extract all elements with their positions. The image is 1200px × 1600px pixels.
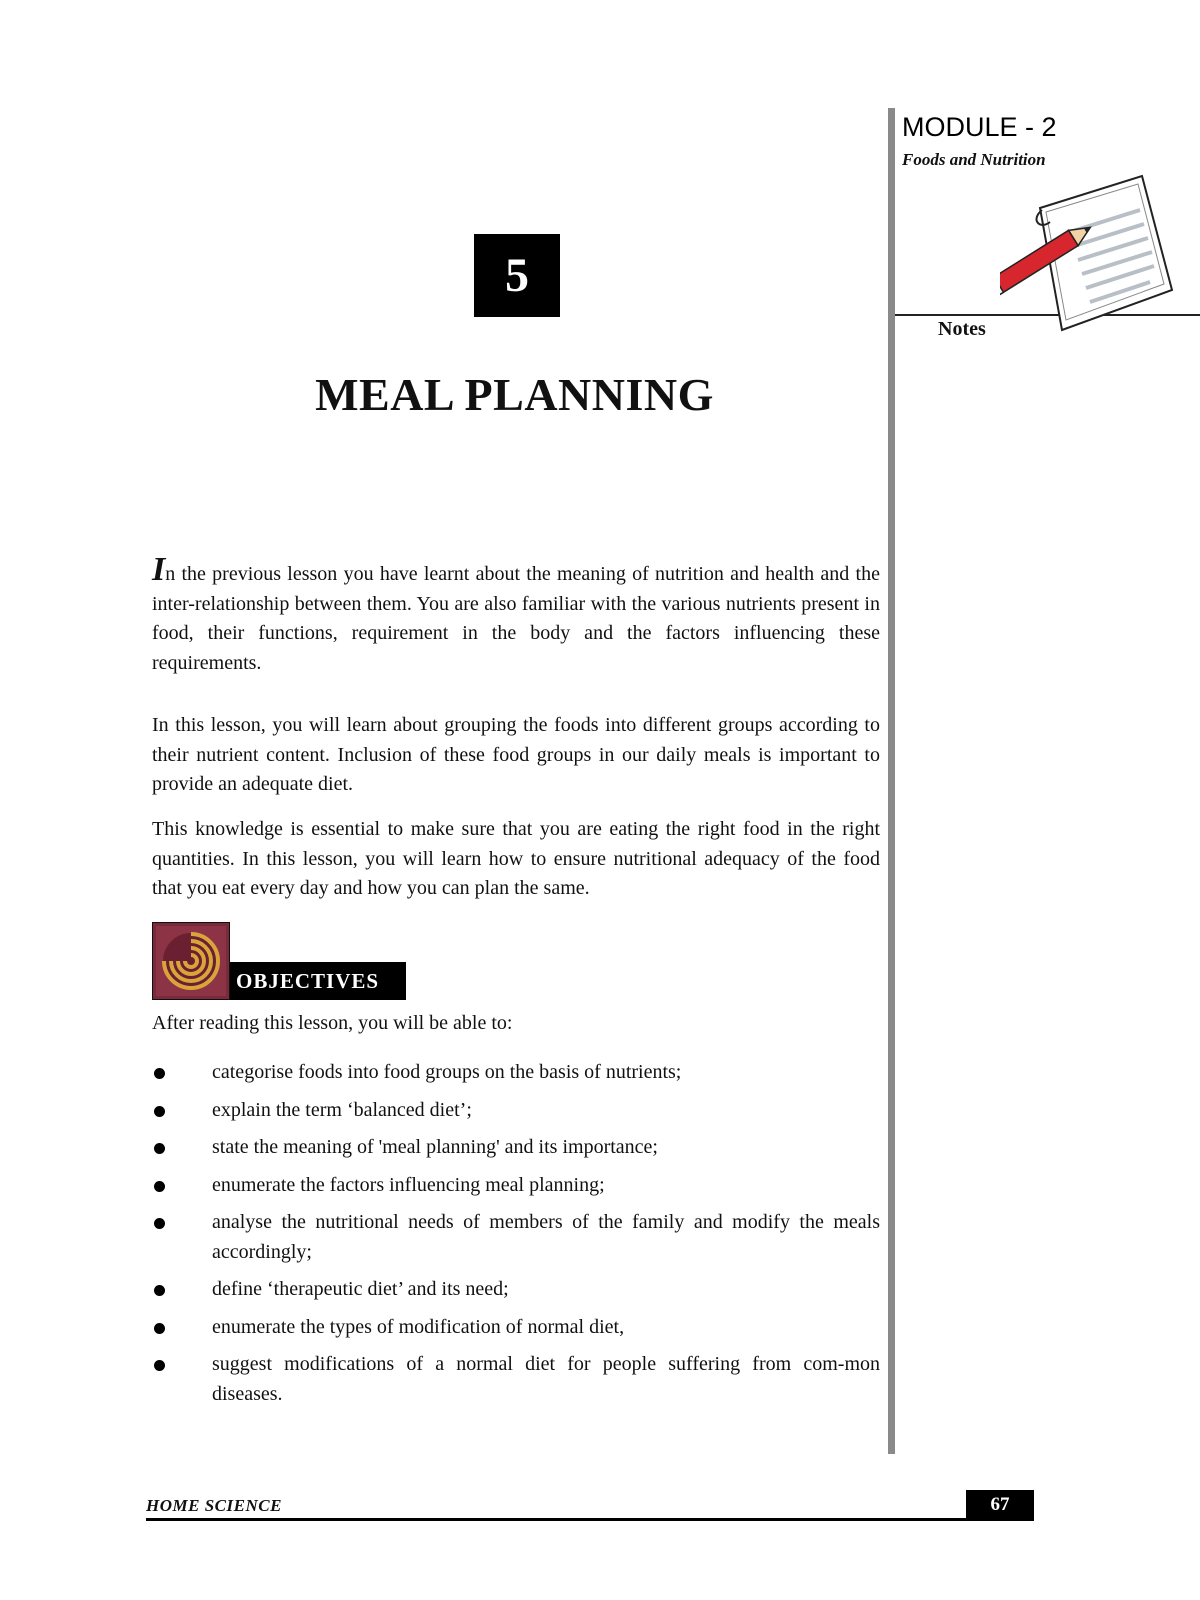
bullet-icon xyxy=(154,1360,165,1371)
notepad-pencil-icon xyxy=(1000,170,1175,345)
bullet-icon xyxy=(154,1285,165,1296)
objectives-intro: After reading this lesson, you will be able to: xyxy=(152,1012,513,1034)
list-item xyxy=(152,1171,880,1201)
target-spiral-icon xyxy=(152,922,230,1000)
list-item-text: explain the term ‘balanced diet’; xyxy=(212,1098,472,1121)
chapter-title: MEAL PLANNING xyxy=(315,369,714,420)
list-item-text: enumerate the types of modification of normal diet, xyxy=(212,1315,625,1338)
module-title: MODULE - 2 xyxy=(902,112,1057,142)
list-item xyxy=(152,1133,880,1163)
chapter-number: 5 xyxy=(474,234,560,317)
intro-paragraph-3: This knowledge is essential to make sure that you are eating the right food in the right quantities. In this lesson, you will learn how to ensure nutritional adequacy of the food that you eat every day and how you can plan the same. xyxy=(152,818,880,899)
drop-cap: I xyxy=(152,551,166,588)
list-item xyxy=(152,1208,880,1267)
paragraph-text: n the previous lesson you have learnt about the meaning of nutrition and health and the inter-relationship between them. You are also familiar with the various nutrients present in food, their functions, requirement in the body and the factors influencing these requirements. xyxy=(152,563,880,674)
page-number: 67 xyxy=(966,1490,1034,1520)
list-item-text: categorise foods into food groups on the basis of nutrients; xyxy=(212,1061,682,1083)
bullet-icon xyxy=(154,1143,165,1154)
notes-label: Notes xyxy=(934,318,990,341)
intro-paragraph-1 xyxy=(152,551,880,678)
list-item xyxy=(152,1313,880,1343)
margin-rule xyxy=(888,108,895,1454)
list-item xyxy=(152,1275,880,1305)
module-subtitle: Foods and Nutrition xyxy=(902,150,1046,169)
list-item-text: analyse the nutritional needs of members of the family and modify the meals accordingly; xyxy=(212,1211,880,1263)
footer-rule xyxy=(146,1518,1034,1521)
bullet-icon xyxy=(154,1323,165,1334)
bullet-icon xyxy=(154,1181,165,1192)
objectives-list xyxy=(152,1058,880,1417)
bullet-icon xyxy=(154,1106,165,1117)
list-item-text: state the meaning of 'meal planning' and its importance; xyxy=(212,1136,658,1158)
list-item xyxy=(152,1350,880,1409)
intro-paragraph-2: In this lesson, you will learn about grouping the foods into different groups according to their nutrient content. Inclusion of these food groups in our daily meals is important to provide an adequate diet. xyxy=(152,714,880,795)
list-item-text: suggest modifications of a normal diet for people suffering from com-mon diseases. xyxy=(212,1353,880,1405)
list-item xyxy=(152,1058,880,1088)
footer-subject: HOME SCIENCE xyxy=(146,1496,282,1515)
list-item-text: define ‘therapeutic diet’ and its need; xyxy=(212,1278,509,1300)
bullet-icon xyxy=(154,1068,165,1079)
bullet-icon xyxy=(154,1218,165,1229)
list-item-text: enumerate the factors influencing meal planning; xyxy=(212,1173,605,1196)
list-item xyxy=(152,1096,880,1126)
objectives-heading: OBJECTIVES xyxy=(230,962,406,1000)
